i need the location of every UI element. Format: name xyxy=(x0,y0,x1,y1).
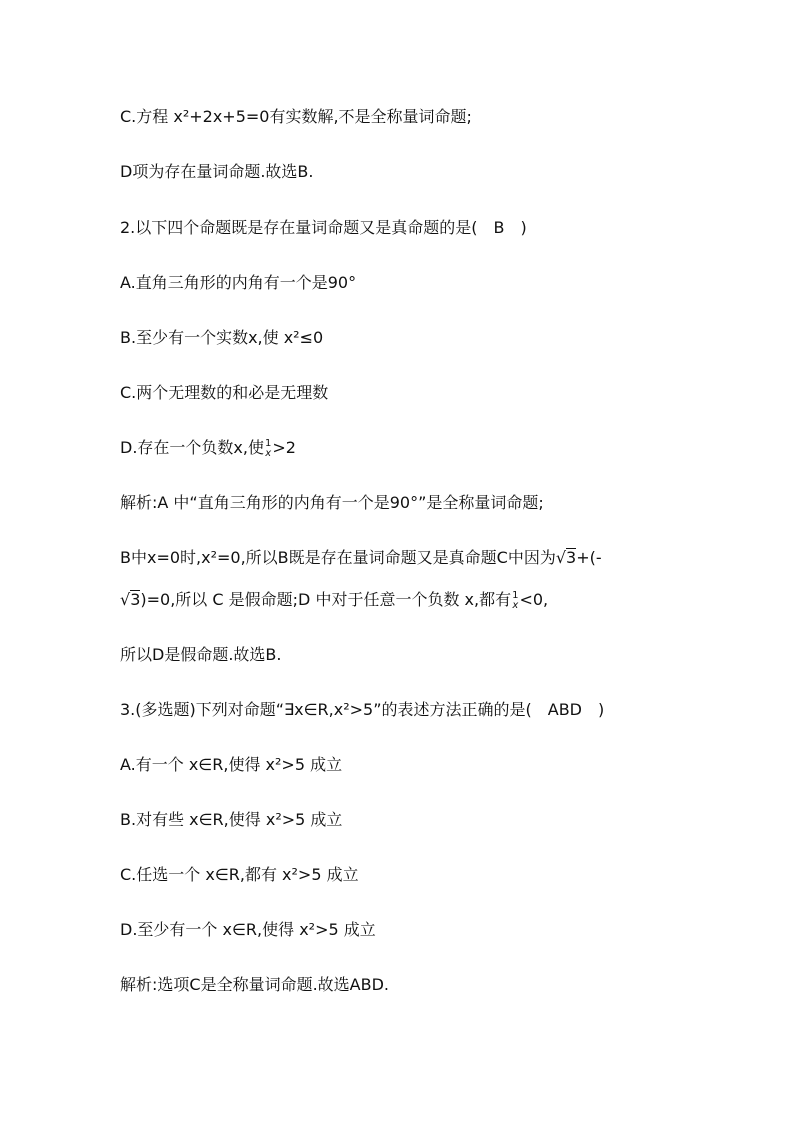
analysis-line-2-tail: +(- xyxy=(576,548,602,567)
analysis-line-5: 解析:选项C是全称量词命题.故选ABD. xyxy=(120,975,389,994)
fraction-denominator: x xyxy=(265,447,272,459)
question-3-option-d: D.至少有一个 x∈R,使得 x²>5 成立 xyxy=(120,920,376,939)
fraction-numerator: 1 xyxy=(264,437,272,449)
sqrt-3 xyxy=(556,547,576,569)
fraction-numerator: 1 xyxy=(512,589,519,601)
analysis-line-3 xyxy=(120,589,548,611)
fraction-1-over-x xyxy=(265,439,271,459)
question-2: 2.以下四个命题既是存在量词命题又是真命题的是( B ) xyxy=(120,218,527,237)
analysis-line-4: 所以D是假命题.故选B. xyxy=(120,645,282,664)
text-line-d-option: D项为存在量词命题.故选B. xyxy=(120,162,314,181)
question-3: 3.(多选题)下列对命题“∃x∈R,x²>5”的表述方法正确的是( ABD ) xyxy=(120,700,605,719)
fraction-1-over-x-second xyxy=(512,591,518,611)
sqrt-3-second xyxy=(120,589,140,611)
analysis-line-1: 解析:A 中“直角三角形的内角有一个是90°”是全称量词命题; xyxy=(120,493,544,512)
question-2-option-b: B.至少有一个实数x,使 x²≤0 xyxy=(120,328,324,347)
question-3-option-a: A.有一个 x∈R,使得 x²>5 成立 xyxy=(120,755,343,774)
analysis-line-2 xyxy=(120,547,602,569)
fraction-denominator: x xyxy=(512,599,519,611)
sqrt-sign: √ xyxy=(120,590,131,609)
question-3-option-b: B.对有些 x∈R,使得 x²>5 成立 xyxy=(120,810,343,829)
text-line-c-option: C.方程 x²+2x+5=0有实数解,不是全称量词命题; xyxy=(120,107,472,126)
option-d-text: D.存在一个负数x,使 xyxy=(120,438,264,457)
sqrt-radicand: 3 xyxy=(130,590,141,609)
analysis-line-2-text: B中x=0时,x²=0,所以B既是存在量词命题又是真命题C中因为 xyxy=(120,548,556,567)
question-3-option-c: C.任选一个 x∈R,都有 x²>5 成立 xyxy=(120,865,359,884)
sqrt-radicand: 3 xyxy=(566,548,577,567)
question-2-option-a: A.直角三角形的内角有一个是90° xyxy=(120,273,357,292)
analysis-line-3-tail: <0, xyxy=(519,590,549,609)
option-d-tail: >2 xyxy=(272,438,296,457)
sqrt-sign: √ xyxy=(555,548,567,567)
question-2-option-d xyxy=(120,437,296,459)
analysis-line-3-text: )=0,所以 C 是假命题;D 中对于任意一个负数 x,都有 xyxy=(140,590,512,609)
question-2-option-c: C.两个无理数的和必是无理数 xyxy=(120,383,329,402)
